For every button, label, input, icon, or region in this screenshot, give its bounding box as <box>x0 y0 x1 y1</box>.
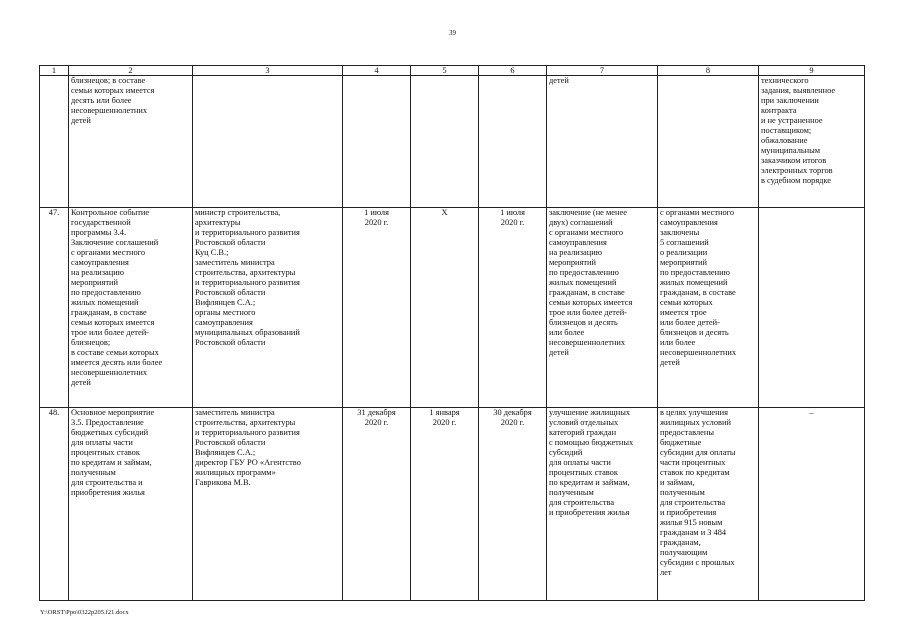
planned-date: 31 декабря 2020 г. <box>343 408 411 601</box>
problems: технического задания, выявленное при заключении контракта и не устраненное поставщиком; обжалование муниципальным заказчиком итогов электронных торгов в судебном порядке <box>759 76 865 208</box>
actual-end: 30 декабря 2020 г. <box>479 408 547 601</box>
planned-date <box>343 76 411 208</box>
header-col-1: 1 <box>40 66 69 76</box>
header-col-5: 5 <box>411 66 479 76</box>
row-number <box>40 76 69 208</box>
planned-date: 1 июля 2020 г. <box>343 208 411 408</box>
header-col-6: 6 <box>479 66 547 76</box>
actual-start: X <box>411 208 479 408</box>
responsible <box>193 76 343 208</box>
problems: – <box>759 408 865 601</box>
file-path-footer: Y:\ORST\Ppo\0322p205.f21.docx <box>40 609 129 616</box>
actual-start: 1 января 2020 г. <box>411 408 479 601</box>
planned-result: детей <box>547 76 658 208</box>
row-number: 48. <box>40 408 69 601</box>
page-number: 39 <box>449 29 456 37</box>
event-name: Основное мероприятие 3.5. Предоставление бюджетных субсидий для оплаты части процентных ставок по кредитам и займам, полученным для строительства и приобретения жилья <box>69 408 193 601</box>
actual-end: 1 июля 2020 г. <box>479 208 547 408</box>
table-header-row <box>40 66 865 76</box>
table-row <box>40 208 865 408</box>
table-row <box>40 408 865 601</box>
header-col-2: 2 <box>69 66 193 76</box>
planned-result: заключение (не менее двух) соглашений с органами местного самоуправления на реализацию мероприятий по предоставлению жилых помещений гражданам, в составе семьи которых имеется трое или более детей- близнецов и десять или более несовершеннолетних детей <box>547 208 658 408</box>
event-name: Контрольное событие государственной программы 3.4. Заключение соглашений с органами местного самоуправления на реализацию мероприятий по предоставлению жилых помещений гражданам, в составе семьи которых имеется трое или более детей- близнецов; в составе семьи которых имеется десять или более несовершеннолетних детей <box>69 208 193 408</box>
responsible: министр строительства, архитектуры и территориального развития Ростовской области Куц С.В.; заместитель министра строительства, архитектуры и территориального развития Ростовской области Вифлянцев С.А.; органы местного самоуправления муниципальных образований Ростовской области <box>193 208 343 408</box>
header-col-3: 3 <box>193 66 343 76</box>
report-table <box>39 65 865 601</box>
table-row <box>40 76 865 208</box>
problems <box>759 208 865 408</box>
row-number: 47. <box>40 208 69 408</box>
actual-result <box>658 76 759 208</box>
planned-result: улучшение жилищных условий отдельных категорий граждан с помощью бюджетных субсидий для оплаты части процентных ставок по кредитам и займам, полученным для строительства и приобретения жилья <box>547 408 658 601</box>
event-name: близнецов; в составе семьи которых имеется десять или более несовершеннолетних детей <box>69 76 193 208</box>
actual-start <box>411 76 479 208</box>
header-col-7: 7 <box>547 66 658 76</box>
actual-result: с органами местного самоуправления заключены 5 соглашений о реализации мероприятий по предоставлению жилых помещений гражданам, в составе семьи которых имеется трое или более детей- близнецов и десять или более несовершеннолетних детей <box>658 208 759 408</box>
header-col-8: 8 <box>658 66 759 76</box>
responsible: заместитель министра строительства, архитектуры и территориального развития Ростовской области Вифлянцев С.А.; директор ГБУ РО «Агентство жилищных программ» Гаврикова М.В. <box>193 408 343 601</box>
actual-end <box>479 76 547 208</box>
actual-result: в целях улучшения жилищных условий предоставлены бюджетные субсидии для оплаты части процентных ставок по кредитам и займам, полученным для строительства и приобретения жилья 915 новым гражданам и 3 484 гражданам, получающим субсидии с прошлых лет <box>658 408 759 601</box>
header-col-4: 4 <box>343 66 411 76</box>
header-col-9: 9 <box>759 66 865 76</box>
